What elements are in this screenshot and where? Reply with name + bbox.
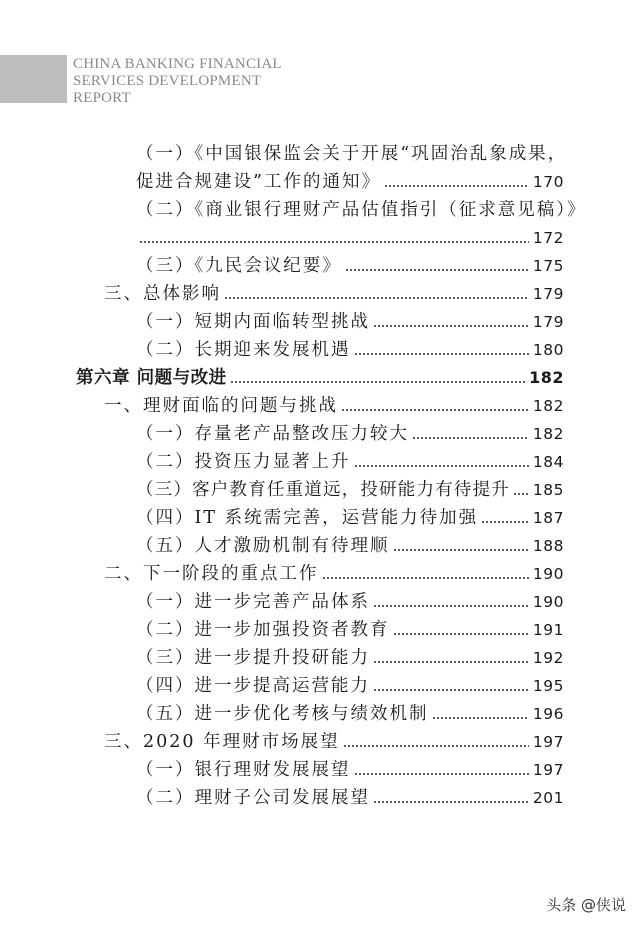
dot-leader	[354, 773, 529, 775]
toc-entry-label: （三）《九民会议纪要》	[136, 256, 342, 276]
toc-entry-products[interactable]	[136, 591, 564, 613]
toc-entry-guideline-line1: （二）《商业银行理财产品估值指引（征求意见稿）》	[136, 200, 587, 220]
toc-entry-label: 一、理财面临的问题与挑战	[104, 396, 338, 416]
dot-leader	[373, 661, 529, 663]
toc-entry-operations[interactable]	[136, 675, 564, 697]
toc-page-number: 188	[532, 537, 564, 555]
header-line-1: CHINA BANKING FINANCIAL	[73, 56, 282, 72]
toc-entry-label: 三、总体影响	[104, 284, 221, 304]
dot-leader	[345, 269, 529, 271]
toc-chapter-6[interactable]	[76, 367, 564, 389]
toc-entry-label: （二）投资压力显著上升	[136, 452, 351, 472]
toc-entry-label: 促进合规建设”工作的通知》	[136, 172, 381, 192]
toc-entry-bank-outlook[interactable]	[136, 759, 564, 781]
toc-page-number: 196	[532, 705, 564, 723]
toc-entry-label: （二）长期迎来发展机遇	[136, 340, 351, 360]
running-header	[73, 56, 282, 107]
dot-leader	[322, 577, 529, 579]
dot-leader	[341, 409, 529, 411]
dot-leader	[432, 717, 529, 719]
dot-leader	[354, 353, 529, 355]
toc-page-number: 192	[532, 649, 564, 667]
toc-entry-it[interactable]	[136, 507, 564, 529]
toc-page-number: 197	[532, 733, 564, 751]
dot-leader	[373, 801, 529, 803]
toc-entry-subsidiary-outlook[interactable]	[136, 787, 564, 809]
dot-leader	[224, 297, 529, 299]
toc-entry-label: （一）存量老产品整改压力较大	[136, 424, 409, 444]
toc-page-number: 190	[532, 565, 564, 583]
toc-entry-short-term[interactable]	[136, 311, 564, 333]
toc-section-outlook[interactable]	[104, 731, 564, 753]
dot-leader	[139, 241, 529, 243]
toc-page-number: 172	[532, 229, 564, 247]
toc-page-number: 179	[532, 285, 564, 303]
dot-leader	[393, 633, 529, 635]
toc-entry-label: （四）IT 系统需完善，运营能力待加强	[136, 508, 479, 528]
toc-entry-notice-line1: （一）《中国银保监会关于开展“巩固治乱象成果，	[136, 144, 568, 164]
toc-page-number: 191	[532, 621, 564, 639]
toc-entry-label: （三）客户教育任重道远，投研能力有待提升	[136, 480, 510, 500]
toc-page-number: 170	[532, 173, 564, 191]
toc-entry-education[interactable]	[136, 479, 564, 501]
toc-page-number: 179	[532, 313, 564, 331]
toc-page-number: 184	[532, 453, 564, 471]
dot-leader	[343, 745, 529, 747]
dot-leader	[373, 325, 529, 327]
toc-page-number: 182	[529, 368, 564, 387]
toc-section-problems[interactable]	[104, 395, 564, 417]
dot-leader	[230, 381, 526, 383]
toc-page-number: 182	[532, 425, 564, 443]
toc-entry-talent[interactable]	[136, 535, 564, 557]
toc-entry-invest-pressure[interactable]	[136, 451, 564, 473]
toc-entry-label: （一）短期内面临转型挑战	[136, 312, 370, 332]
dot-leader	[412, 437, 529, 439]
toc-page-number: 197	[532, 761, 564, 779]
toc-entry-label: （二）进一步加强投资者教育	[136, 620, 390, 640]
toc-entry-label: （二）理财子公司发展展望	[136, 788, 370, 808]
toc-chapter-label: 第六章 问题与改进	[76, 368, 227, 388]
toc-entry-notice[interactable]	[136, 171, 564, 193]
toc-page-number: 187	[532, 509, 564, 527]
toc-entry-label: （一）银行理财发展展望	[136, 760, 351, 780]
toc-entry-label: （四）进一步提高运营能力	[136, 676, 370, 696]
header-corner-block	[0, 55, 67, 103]
header-line-2: SERVICES DEVELOPMENT	[73, 73, 262, 89]
dot-leader	[481, 521, 529, 523]
toc-entry-label: （五）进一步优化考核与绩效机制	[136, 704, 429, 724]
toc-page-number: 201	[532, 789, 564, 807]
toc-entry-label: 三、2020 年理财市场展望	[104, 732, 340, 752]
dot-leader	[354, 465, 529, 467]
toc-section-overall[interactable]	[104, 283, 564, 305]
toc-entry-label: （一）进一步完善产品体系	[136, 592, 370, 612]
watermark: 头条 @侠说	[546, 896, 626, 914]
toc-entry-minutes[interactable]	[136, 255, 564, 277]
header-line-3: REPORT	[73, 90, 131, 106]
toc-entry-research[interactable]	[136, 647, 564, 669]
toc-entry-guideline[interactable]	[136, 227, 564, 249]
toc-entry-investor-edu[interactable]	[136, 619, 564, 641]
toc-page-number: 190	[532, 593, 564, 611]
dot-leader	[373, 689, 529, 691]
toc-entry-long-term[interactable]	[136, 339, 564, 361]
toc-page-number: 195	[532, 677, 564, 695]
toc-page-number: 185	[532, 481, 564, 499]
toc-section-next[interactable]	[104, 563, 564, 585]
dot-leader	[384, 185, 529, 187]
toc-page-number: 175	[532, 257, 564, 275]
toc-entry-label: 二、下一阶段的重点工作	[104, 564, 319, 584]
dot-leader	[393, 549, 529, 551]
toc-page-number: 182	[532, 397, 564, 415]
toc-page-number: 180	[532, 341, 564, 359]
toc-entry-legacy[interactable]	[136, 423, 564, 445]
dot-leader	[373, 605, 529, 607]
toc-entry-label: （五）人才激励机制有待理顺	[136, 536, 390, 556]
toc-entry-label: （三）进一步提升投研能力	[136, 648, 370, 668]
dot-leader	[513, 493, 529, 495]
toc-entry-assessment[interactable]	[136, 703, 564, 725]
